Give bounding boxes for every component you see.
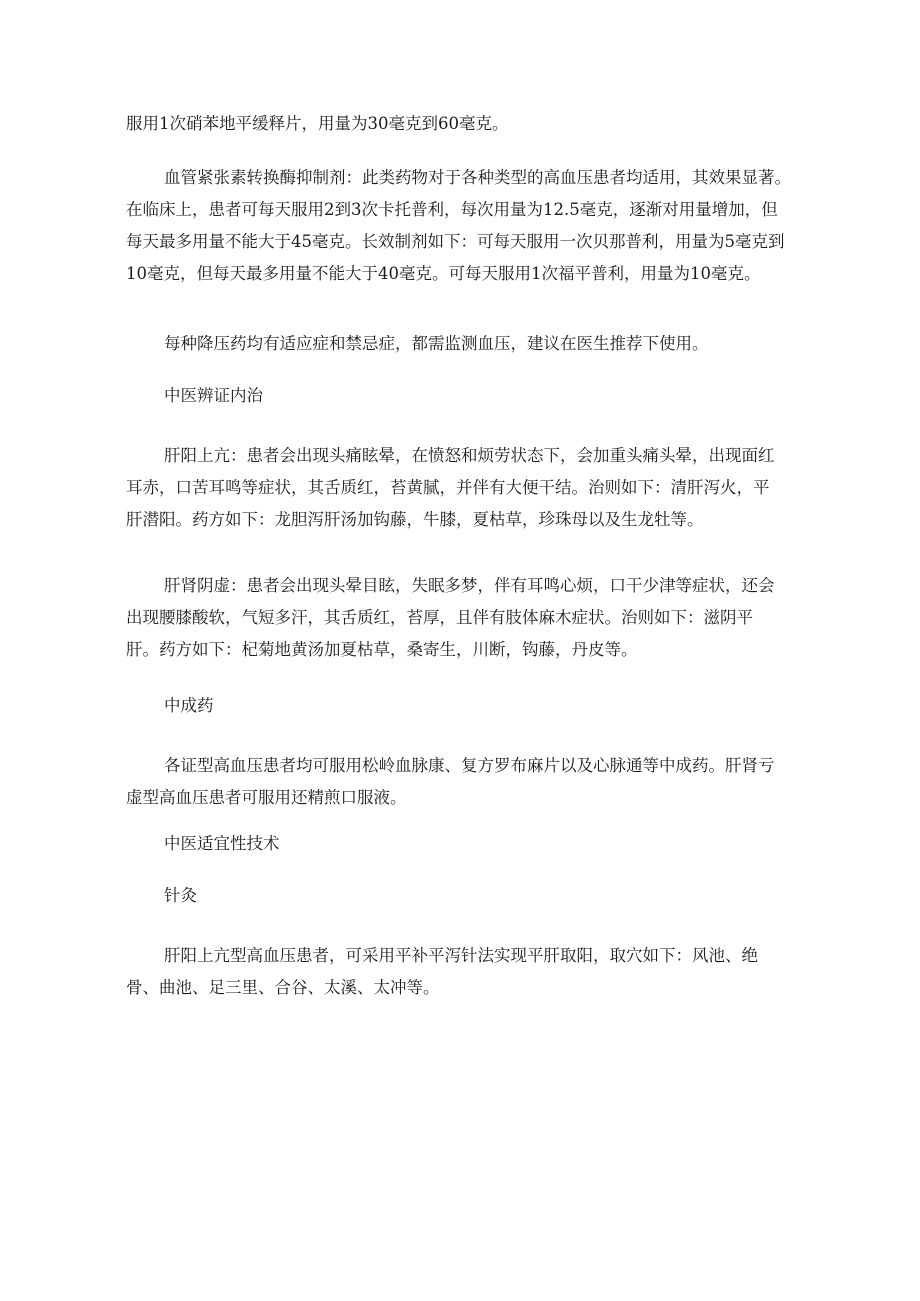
text-line: 出现腰膝酸软，气短多汗，其舌质红，苔厚，且伴有肢体麻木症状。治则如下：滋阴平 [126, 608, 753, 627]
paragraph-acupuncture [126, 940, 816, 1004]
text-line: 肝潜阳。药方如下：龙胆泻肝汤加钩藤，牛膝，夏枯草，珍珠母以及生龙牡等。 [126, 510, 704, 529]
section-heading-patent-medicine: 中成药 [164, 696, 214, 715]
section-heading-tcm-techniques: 中医适宜性技术 [164, 834, 280, 853]
paragraph-patent-medicine [126, 750, 816, 814]
text-line: 骨、曲池、足三里、合谷、太溪、太冲等。 [126, 978, 440, 997]
paragraph-indications-warning [126, 328, 816, 360]
section-heading-acupuncture: 针灸 [164, 886, 197, 905]
text-line: 每天最多用量不能大于45毫克。长效制剂如下：可每天服用一次贝那普利，用量为5毫克到 [126, 232, 785, 251]
paragraph-liver-kidney-yin [126, 570, 816, 666]
paragraph-ace-inhibitors [126, 162, 816, 290]
text-line: 肝。药方如下：杞菊地黄汤加夏枯草，桑寄生，川断，钩藤，丹皮等。 [126, 640, 638, 659]
text-line: 虚型高血压患者可服用还精煎口服液。 [126, 788, 407, 807]
text-line: 各证型高血压患者均可服用松岭血脉康、复方罗布麻片以及心脉通等中成药。肝肾亏 [164, 756, 775, 775]
text-line: 肝肾阴虚：患者会出现头晕目眩，失眠多梦，伴有耳鸣心烦，口干少津等症状，还会 [164, 576, 775, 595]
text-line: 血管紧张素转换酶抑制剂：此类药物对于各种类型的高血压患者均适用，其效果显著。 [164, 168, 791, 187]
text-line: 肝阳上亢：患者会出现头痛眩晕，在愤怒和烦劳状态下，会加重头痛头晕，出现面红 [164, 446, 775, 465]
section-heading-tcm-internal: 中医辨证内治 [164, 386, 263, 405]
text-line: 在临床上，患者可每天服用2到3次卡托普利，每次用量为12.5毫克，逐渐对用量增加，但 [126, 200, 778, 219]
paragraph-nifedipine-dose [126, 108, 816, 140]
text-line: 肝阳上亢型高血压患者，可采用平补平泻针法实现平肝取阳，取穴如下：风池、绝 [164, 946, 758, 965]
paragraph-liver-yang [126, 440, 816, 536]
text-line: 服用1次硝苯地平缓释片，用量为30毫克到60毫克。 [126, 114, 509, 133]
text-line: 耳赤，口苦耳鸣等症状，其舌质红，苔黄腻，并伴有大便干结。治则如下：清肝泻火，平 [126, 478, 770, 497]
text-line: 10毫克，但每天最多用量不能大于40毫克。可每天服用1次福平普利，用量为10毫克。 [126, 264, 761, 283]
text-line: 每种降压药均有适应症和禁忌症，都需监测血压，建议在医生推荐下使用。 [164, 334, 709, 353]
